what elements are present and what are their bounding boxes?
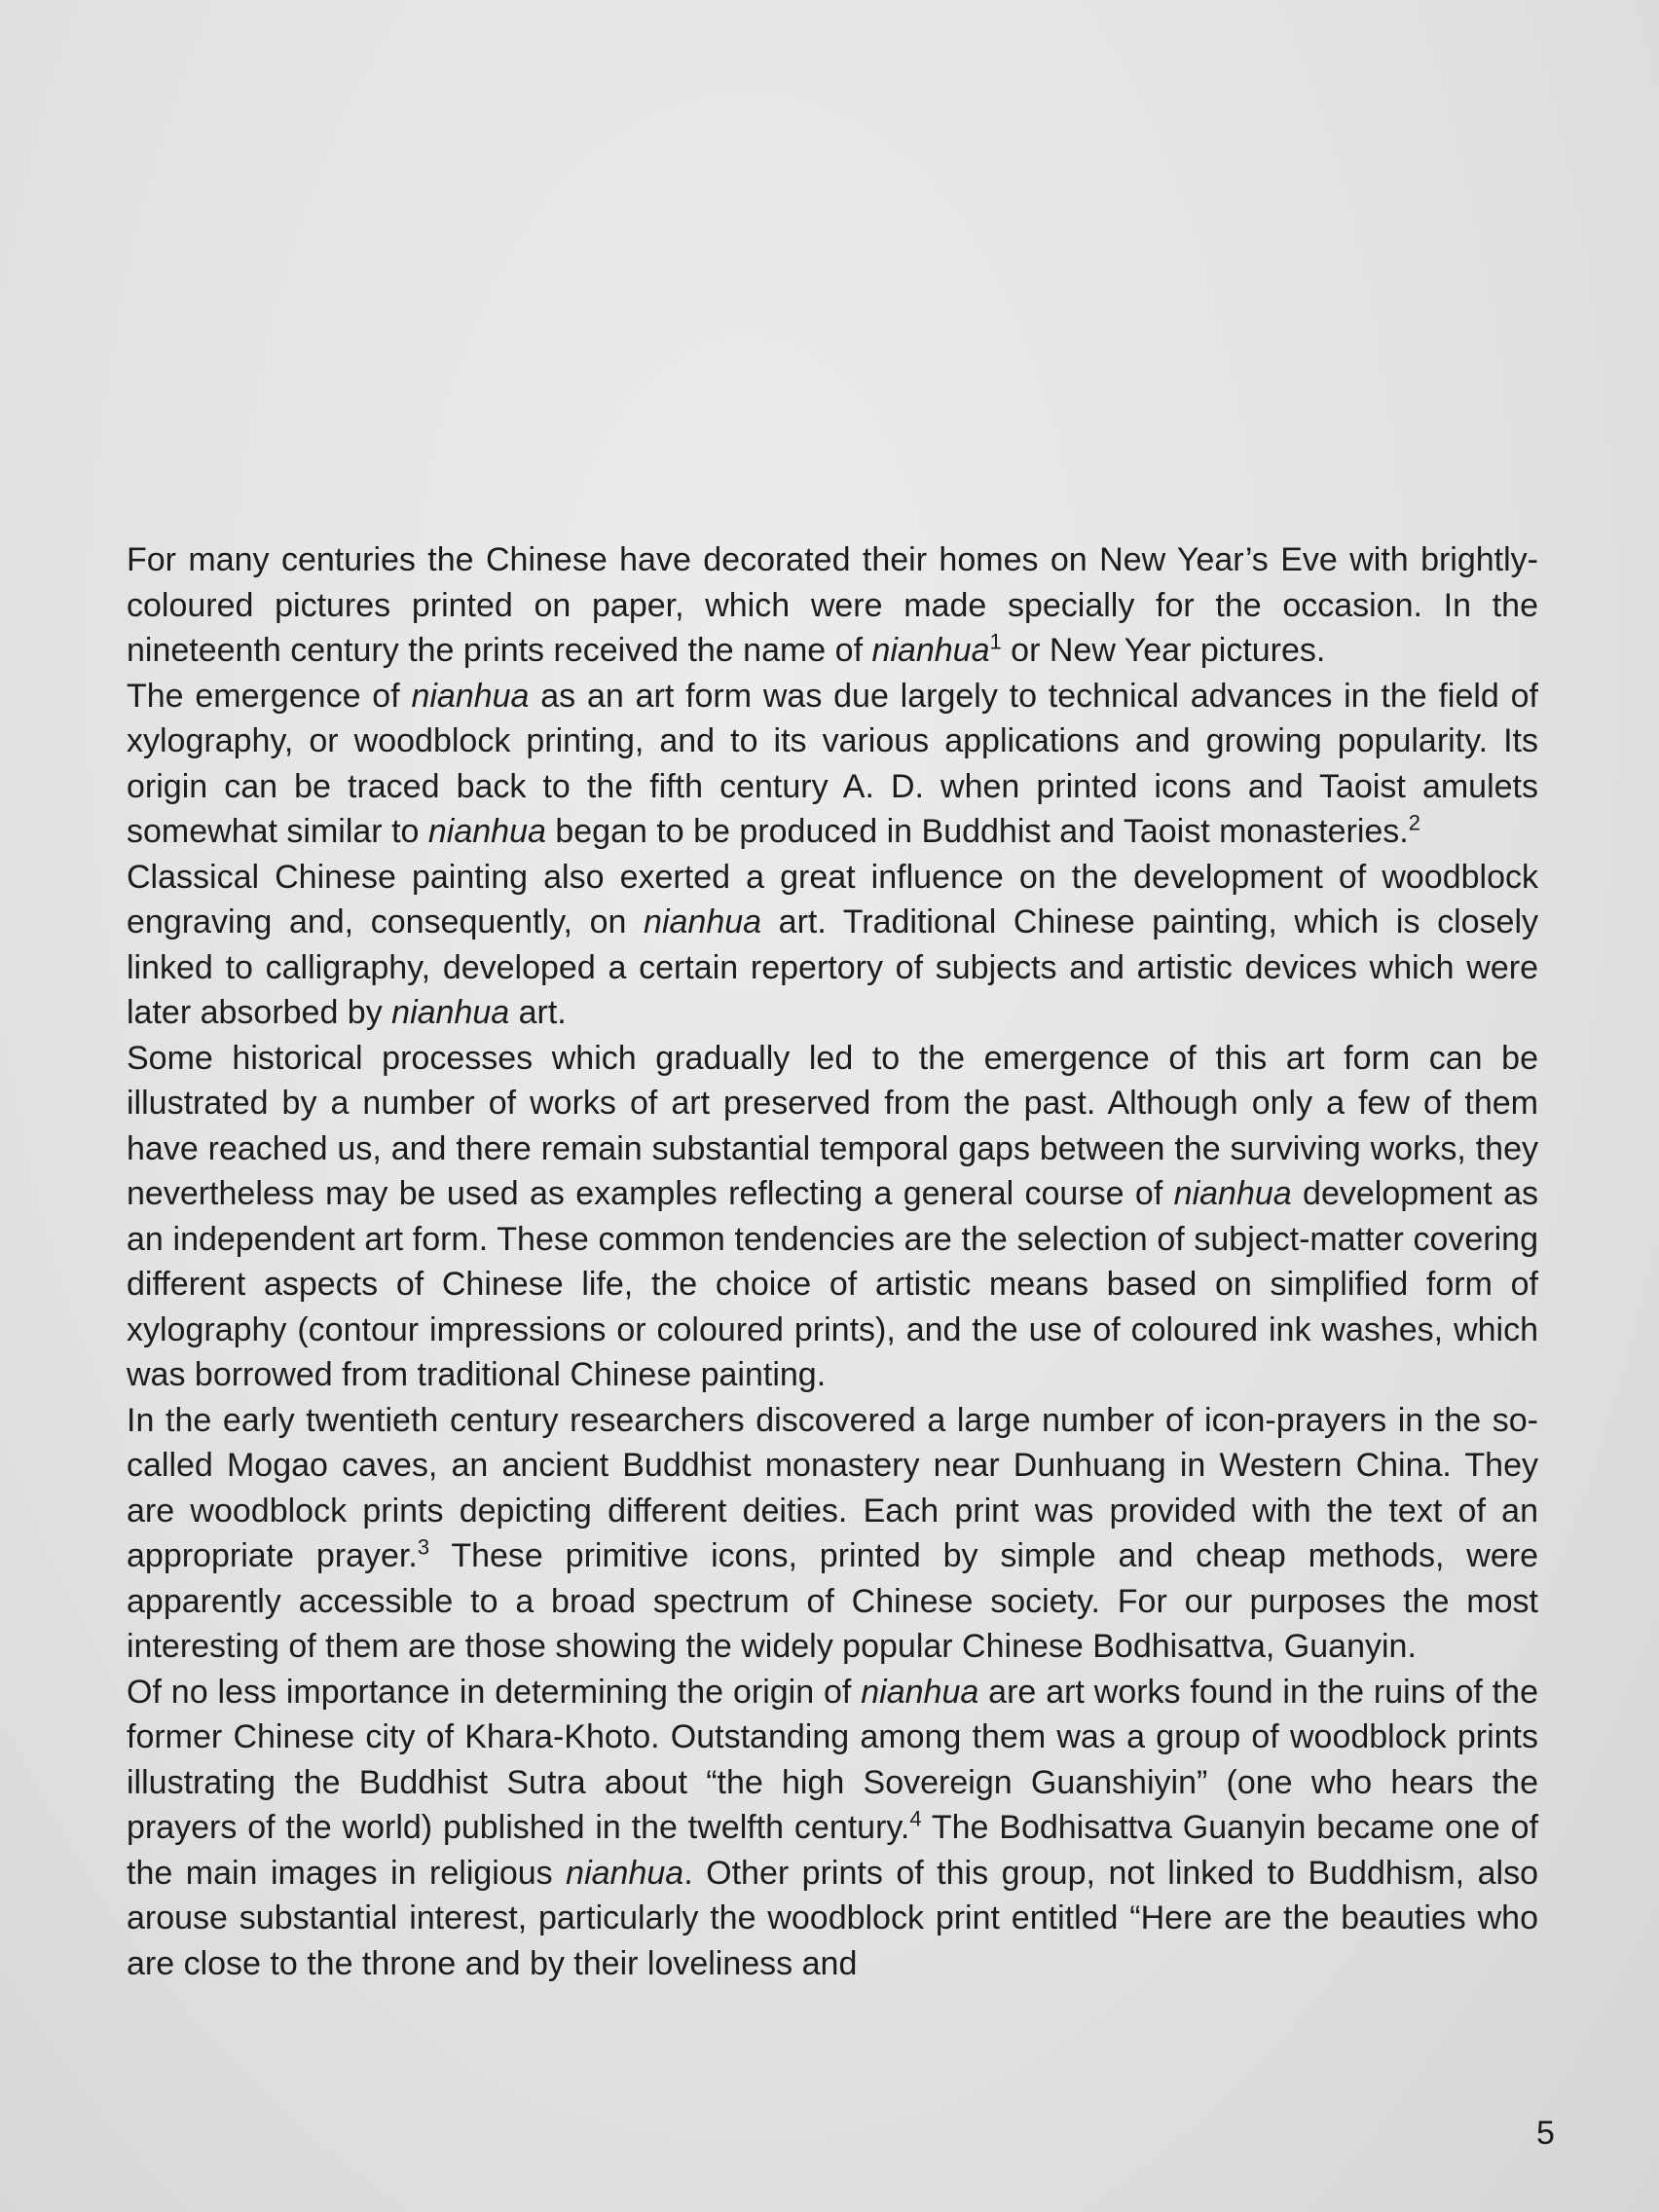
paragraph — [127, 1398, 1538, 1670]
text-run: art. — [509, 994, 567, 1031]
text-run: The emergence of — [127, 677, 412, 715]
paragraph — [127, 855, 1538, 1036]
italic-term: nianhua — [566, 1854, 684, 1892]
text-run: or New Year pictures. — [1001, 632, 1326, 669]
text-run: development as an independent art form. These common tendencies are the selection of subject-matter covering different aspects of Chinese life, the choice of artistic means based on simplified form of xylography (contour impressions or coloured prints), and the use of coloured ink washes, which was borrowed from traditional Chinese painting. — [127, 1175, 1538, 1393]
paragraph — [127, 674, 1538, 855]
footnote-ref: 3 — [417, 1534, 430, 1560]
italic-term: nianhua — [644, 903, 762, 940]
body-text — [127, 537, 1538, 1986]
text-run: The Bodhisattva Guanyin became one of the main images in religious — [127, 1809, 1539, 1892]
paragraph — [127, 1670, 1538, 1987]
text-run: Some historical processes which gradually led to the emergence of this art form can be illustrated by a number of works of art preserved from the past. Although only a few of them have reached us, and there remain substantial temporal gaps between the surviving works, they nevertheless may be used as examples reflecting a general course of — [127, 1039, 1538, 1212]
text-run: art. Traditional Chinese painting, which is closely linked to calligraphy, developed a certain repertory of subjects and artistic devices which were later absorbed by — [127, 903, 1538, 1031]
italic-term: nianhua — [411, 677, 530, 715]
text-run: as an art form was due largely to technical advances in the field of xylography, or woodblock printing, and to its various applications and growing popularity. Its origin can be traced back to the fifth century A. D. when printed icons and Taoist amulets somewhat similar to — [127, 677, 1538, 850]
footnote-ref: 1 — [989, 629, 1002, 654]
text-run: . Other prints of this group, not linked to Buddhism, also arouse substantial interest, particularly the woodblock print entitled “Here are the beauties who are close to the throne and by their loveliness and — [127, 1854, 1538, 1982]
text-run: Classical Chinese painting also exerted a great influence on the development of woodblock engraving and, consequently, on — [127, 858, 1538, 940]
text-run: These primitive icons, printed by simple and cheap methods, were apparently accessible to a broad spectrum of Chinese society. For our purposes the most interesting of them are those showing the widely popular Chinese Bodhisattva, Guanyin. — [127, 1537, 1538, 1665]
page-number: 5 — [1536, 2115, 1555, 2152]
italic-term: nianhua — [427, 813, 546, 850]
text-run: began to be produced in Buddhist and Taoist monasteries. — [545, 813, 1409, 850]
footnote-ref: 4 — [909, 1806, 922, 1831]
text-run: are art works found in the ruins of the former Chinese city of Khara-Khoto. Outstanding among them was a group of woodblock prints illustrating the Buddhist Sutra about “the high Sovereign Guanshiyin” (one who hears the prayers of the world) published in the twelfth century. — [127, 1673, 1539, 1846]
text-run: Of no less importance in determining the origin of — [127, 1673, 862, 1711]
italic-term: nianhua — [861, 1673, 979, 1711]
italic-term: nianhua — [1173, 1175, 1292, 1212]
paragraph — [127, 537, 1538, 674]
text-run: For many centuries the Chinese have decorated their homes on New Year’s Eve with brightly-coloured pictures printed on paper, which were made specially for the occasion. In the nineteenth century the prints received the name of — [127, 541, 1538, 669]
paragraph — [127, 1036, 1538, 1398]
italic-term: nianhua — [391, 994, 510, 1031]
italic-term: nianhua — [871, 632, 990, 669]
text-run: In the early twentieth century researchers discovered a large number of icon-prayers in the so-called Mogao caves, an ancient Buddhist monastery near Dunhuang in Western China. They are woodblock prints depicting different deities. Each print was provided with the text of an appropriate prayer. — [127, 1401, 1538, 1574]
footnote-ref: 2 — [1408, 810, 1420, 835]
